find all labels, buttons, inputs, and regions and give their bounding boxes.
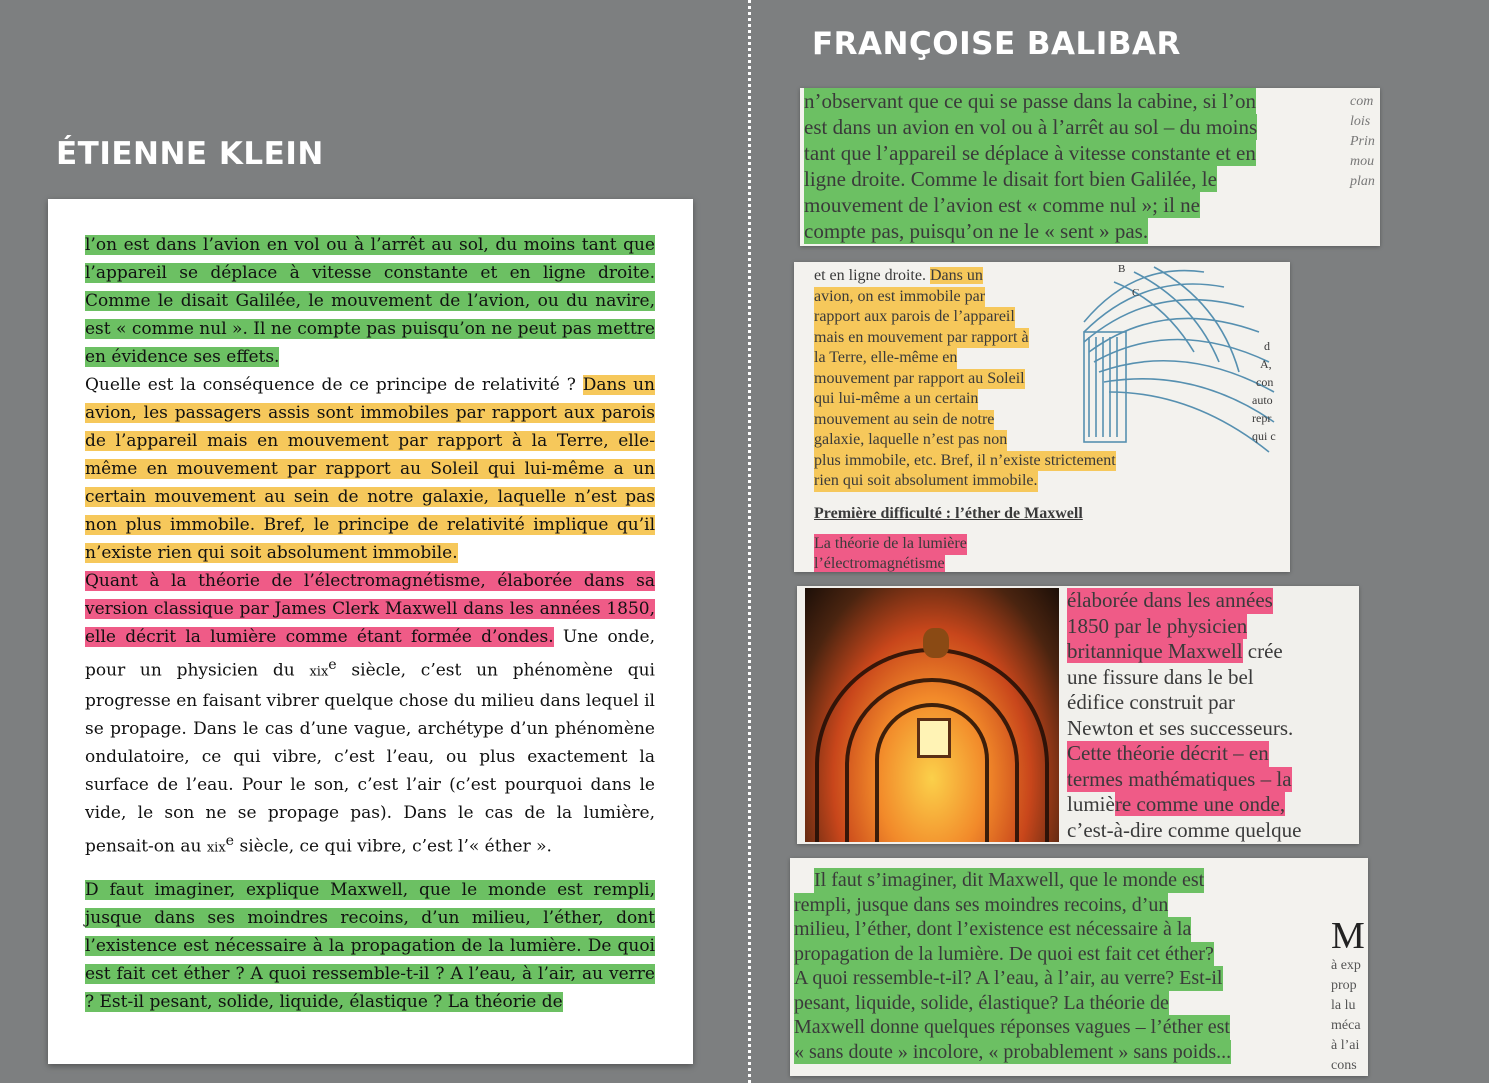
scan-line: est dans un avion en vol ou à l’arrêt au sol – du moins (804, 115, 1258, 139)
scan-line: une fissure dans le bel (1067, 664, 1254, 689)
scan-line: l’électromagnétisme (814, 554, 945, 572)
scan-line: mais en mouvement par rapport à (814, 328, 1029, 349)
scan-line: mouvement au sein de notre (814, 410, 994, 431)
highlight-pink: elle décrit la lumière comme étant formée d’ondes. (85, 627, 554, 647)
margin-text: prop (1331, 978, 1357, 993)
window-shape (917, 718, 951, 758)
margin-text: repr (1252, 411, 1272, 425)
figure-label: C (1132, 287, 1140, 299)
margin-text: d (1264, 339, 1270, 353)
scan-line: propagation de la lumière. De quoi est fait cet éther? (794, 942, 1214, 965)
scan-line: avion, on est immobile par (814, 287, 985, 308)
small-caps-text: xix (309, 664, 329, 680)
scan-line: c’est-à-dire comme quelque (1067, 817, 1302, 842)
scan-line: mouvement de l’avion est « comme nul »; il ne (804, 193, 1200, 217)
margin-text: A, (1260, 357, 1272, 371)
superscript: e (328, 657, 337, 673)
paragraph-relativity (85, 231, 655, 371)
scan-line: élaborée dans les années (1067, 588, 1273, 612)
paragraph-electromagnetism (85, 567, 655, 862)
scan-line (1067, 792, 1285, 818)
figure-label: B (1118, 263, 1126, 275)
scan-excerpt-ether (790, 858, 1368, 1076)
scan-line: rien qui soit absolument immobile. (814, 471, 1038, 492)
scan-line: La théorie de la lumière (814, 534, 967, 555)
scan-line: 1850 par le physicien (1067, 613, 1248, 638)
scan-line: A quoi ressemble-t-il? A l’eau, à l’air, au verre? Est-il (794, 967, 1223, 989)
scan-line: qui lui-même a un certain (814, 389, 978, 410)
scan-line (1067, 639, 1283, 665)
superscript: e (225, 832, 235, 849)
scan-line: plus immobile, etc. Bref, il n’existe strictement (814, 451, 1116, 472)
dotted-divider (748, 0, 751, 1083)
highlight-pink: re comme une onde, (1114, 792, 1286, 816)
margin-text: com (1350, 94, 1374, 109)
plain-text: siècle, c’est un phénomène qui progresse en faisant vibrer quelque chose du milieu dans lequel il se propage. Dans le cas d’une vague, archétype d’un phénomène ondulatoire, ce qui vibre, c’est l’eau, ou plus exactement la surface de l’eau. Pour le son, c’est l’air (c’est pourquoi dans le vide, le son ne se propage pas). Dans le cas de la lumière, pensait-on au (85, 660, 655, 857)
plain-text: Une onde, pour un physicien du (85, 627, 655, 681)
scan-line: Cette théorie décrit – en (1067, 741, 1269, 765)
scan-line: rempli, jusque dans ses moindres recoins, d’un (794, 893, 1169, 916)
margin-text: mou (1350, 154, 1375, 169)
author-name-right: FRANÇOISE BALIBAR (812, 26, 1181, 62)
margin-text: méca (1331, 1018, 1361, 1033)
document-text (85, 231, 655, 1016)
photo-illustration (805, 588, 1059, 842)
section-heading: Première difficulté : l’éther de Maxwell (814, 505, 1083, 522)
margin-text: auto (1252, 393, 1273, 407)
scan-line: ligne droite. Comme le disait fort bien Galilée, le (804, 167, 1217, 191)
margin-text: plan (1350, 174, 1375, 189)
margin-text: Prin (1350, 134, 1375, 149)
scan-line: n’observant que ce qui se passe dans la cabine, si l’on (804, 89, 1256, 113)
margin-text: con (1256, 375, 1274, 389)
scan-line: édifice construit par (1067, 690, 1235, 714)
margin-text: la lu (1331, 998, 1356, 1013)
plain-text: lumiè (1067, 792, 1115, 816)
scan-line: Maxwell donne quelques réponses vagues – l’éther est (794, 1016, 1230, 1038)
plain-text: crée (1242, 639, 1283, 663)
highlight-yellow: Dans un avion, les passagers assis sont immobiles par rapport aux parois de l’appareil mais en mouvement par rapport à la Terre, elle-même en mouvement par rapport au Soleil qui lui-même a un certain mouvement au sein de notre galaxie, laquelle n’est pas non plus immobile. Bref, le principe de relativité implique qu’il n’existe rien qui soit absolument immobile. (85, 375, 655, 563)
margin-text: cons (1331, 1058, 1357, 1073)
scan-line: milieu, l’éther, dont l’existence est nécessaire à la (794, 918, 1192, 940)
margin-text: à exp (1331, 958, 1361, 973)
lamp-shape (923, 628, 949, 658)
small-caps-text: xix (206, 840, 226, 856)
highlight-pink: Quant à la théorie de l’électromagnétisme, élaborée dans sa version classique par James Clerk Maxwell dans les années 1850, (85, 571, 655, 619)
highlight-yellow: Dans un (929, 267, 983, 284)
scan-excerpt-maxwell (797, 586, 1359, 844)
plain-text: Quelle est la conséquence de ce principe de relativité ? (85, 375, 583, 395)
plain-text: et en ligne droite. (814, 267, 930, 284)
scan-line: Il faut s’imaginer, dit Maxwell, que le monde est (814, 869, 1205, 891)
paragraph-ether (85, 876, 655, 1016)
scan-line (814, 266, 983, 287)
margin-text: lois (1350, 114, 1371, 129)
scan-line: galaxie, laquelle n’est pas non (814, 430, 1007, 451)
scan-line: tant que l’appareil se déplace à vitesse constante et en (804, 141, 1256, 165)
scan-line: rapport aux parois de l’appareil (814, 307, 1015, 328)
scan-excerpt-immobile (794, 262, 1290, 572)
document-page-klein (48, 199, 693, 1064)
margin-text: à l’ai (1331, 1038, 1360, 1053)
author-name-left: ÉTIENNE KLEIN (56, 136, 324, 172)
scan-line: compte pas, puisqu’on ne le « sent » pas. (804, 219, 1149, 243)
scan-line: la Terre, elle-même en (814, 348, 957, 369)
plain-text: siècle, ce qui vibre, c’est l’« éther ». (234, 836, 552, 857)
highlight-green: l’on est dans l’avion en vol ou à l’arrêt au sol, du moins tant que l’appareil se déplace à vitesse constante et en ligne droite. Comme le disait Galilée, le mouvement de l’avion, ou du navire, est « comme nul ». Il ne compte pas puisqu’on ne peut pas mettre en évidence ses effets. (85, 235, 655, 367)
scan-line: « sans doute » incolore, « probablement » sans poids... (794, 1040, 1232, 1063)
scan-line: mouvement par rapport au Soleil (814, 369, 1025, 390)
highlight-pink: britannique Maxwell (1067, 639, 1243, 663)
scan-line: Newton et ses successeurs. (1067, 715, 1294, 740)
scan-excerpt-relativity (800, 88, 1380, 246)
margin-text: qui c (1252, 429, 1276, 443)
scan-line: pesant, liquide, solide, élastique? La théorie de (794, 991, 1169, 1014)
highlight-green: D faut imaginer, explique Maxwell, que le monde est rempli, jusque dans ses moindres recoins, d’un milieu, l’éther, dont l’existence est nécessaire à la propagation de la lumière. De quoi est fait cet éther ? A quoi ressemble-t-il ? A l’eau, à l’air, au verre ? Est-il pesant, solide, liquide, élastique ? La théorie de (85, 880, 655, 1013)
paragraph-consequence (85, 371, 655, 567)
scan-line: termes mathématiques – la (1067, 766, 1292, 791)
drop-letter: M (1331, 915, 1365, 957)
